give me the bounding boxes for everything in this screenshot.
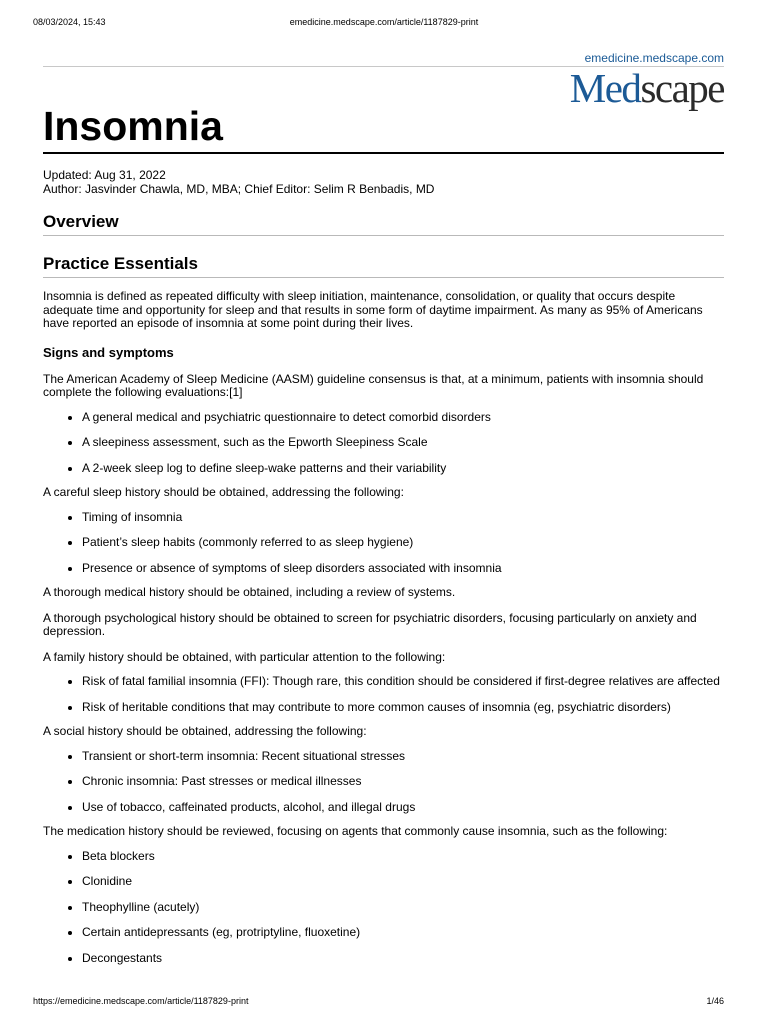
psych-history-paragraph: A thorough psychological history should be obtained to screen for psychiatric disorders, focusing particularly on anxiety and depression. [43, 610, 697, 638]
list-item: • Clonidine [82, 875, 724, 889]
logo-scape: scape [640, 65, 724, 111]
print-url: emedicine.medscape.com/article/1187829-print [289, 17, 479, 27]
list-item: • A sleepiness assessment, such as the Epworth Sleepiness Scale [82, 436, 724, 450]
list-item: • A general medical and psychiatric questionnaire to detect comorbid disorders [82, 411, 724, 425]
family-history-list [43, 675, 724, 714]
article-meta [43, 168, 724, 196]
intro-paragraph: Insomnia is defined as repeated difficulty with sleep initiation, maintenance, consolidation, or quality that occurs despite adequate time and opportunity for sleep and that results in some form of daytime impairment. As many as 95% of Americans have reported an episode of insomnia at some point during their lives. [43, 289, 703, 330]
list-item: • Theophylline (acutely) [82, 901, 724, 915]
sleep-history-list [43, 511, 724, 576]
list-item: • Risk of heritable conditions that may contribute to more common causes of insomnia (eg, psychiatric disorders) [82, 701, 724, 715]
medication-paragraph: The medication history should be reviewed, focusing on agents that commonly cause insomnia, such as the following: [43, 824, 668, 838]
logo-med: Med [569, 65, 641, 111]
article-content [43, 100, 724, 965]
medical-history-paragraph: A thorough medical history should be obtained, including a review of systems. [43, 585, 456, 599]
author-line: Author: Jasvinder Chawla, MD, MBA; Chief Editor: Selim R Benbadis, MD [43, 182, 435, 196]
footer-url: https://emedicine.medscape.com/article/1187829-print [33, 996, 249, 1006]
section-overview: Overview [43, 212, 724, 236]
page-title: Insomnia [43, 100, 724, 154]
list-item: • Presence or absence of symptoms of sleep disorders associated with insomnia [82, 562, 724, 576]
aasm-paragraph: The American Academy of Sleep Medicine (AASM) guideline consensus is that, at a minimum, patients with insomnia should complete the following evaluations:[1] [43, 371, 704, 399]
page-number: 1/46 [706, 996, 724, 1006]
list-item: • A 2-week sleep log to define sleep-wake patterns and their variability [82, 462, 724, 476]
subheading-signs-symptoms: Signs and symptoms [43, 344, 174, 360]
list-item: • Certain antidepressants (eg, protriptyline, fluoxetine) [82, 926, 724, 940]
list-item: • Transient or short-term insomnia: Recent situational stresses [82, 750, 724, 764]
print-header [33, 17, 735, 27]
site-link[interactable]: emedicine.medscape.com [584, 51, 724, 65]
social-history-list [43, 750, 724, 815]
family-history-paragraph: A family history should be obtained, with particular attention to the following: [43, 649, 446, 664]
list-item: • Risk of fatal familial insomnia (FFI): Though rare, this condition should be considered if first-degree relatives are affected [82, 675, 724, 689]
section-practice-essentials: Practice Essentials [43, 254, 724, 278]
list-item: • Patient’s sleep habits (commonly referred to as sleep hygiene) [82, 536, 724, 550]
print-datetime: 08/03/2024, 15:43 [33, 17, 106, 27]
list-item: • Beta blockers [82, 850, 724, 864]
list-item: • Chronic insomnia: Past stresses or medical illnesses [82, 775, 724, 789]
social-history-paragraph: A social history should be obtained, addressing the following: [43, 724, 367, 738]
list-item: • Decongestants [82, 952, 724, 966]
print-footer [33, 996, 724, 1006]
medication-list [43, 850, 724, 966]
aasm-list [43, 411, 724, 476]
updated-date: Updated: Aug 31, 2022 [43, 168, 166, 182]
list-item: • Use of tobacco, caffeinated products, alcohol, and illegal drugs [82, 801, 724, 815]
sleep-history-paragraph: A careful sleep history should be obtained, addressing the following: [43, 485, 404, 499]
list-item: • Timing of insomnia [82, 511, 724, 525]
